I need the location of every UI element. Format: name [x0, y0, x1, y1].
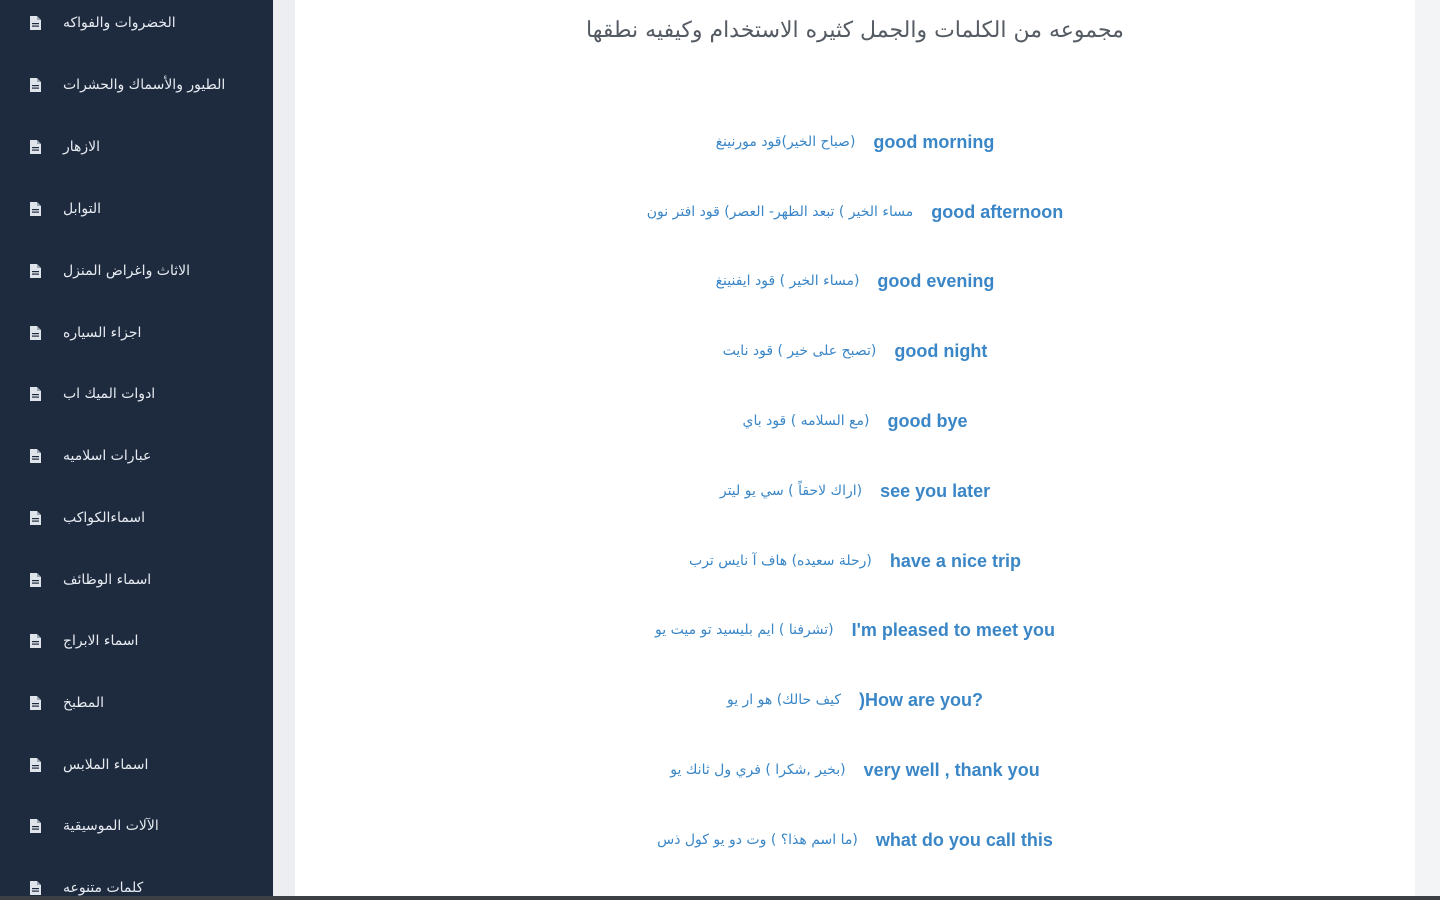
phrase-english: )How are you?: [859, 689, 984, 710]
gutter: [273, 0, 295, 900]
sidebar-item-kitchen[interactable]: [30, 683, 260, 723]
phrase-arabic: (صباح الخير)قود مورنينغ: [715, 134, 856, 150]
page-title: مجموعه من الكلمات والجمل كثيره الاستخدام وكيفيه نطقها: [586, 18, 1124, 43]
sidebar-item-label: التوابل: [63, 201, 102, 217]
document-icon: [30, 696, 41, 710]
document-icon: [30, 881, 41, 895]
sidebar-item-label: الطيور والأسماك والحشرات: [63, 77, 226, 93]
phrase-row[interactable]: [295, 615, 1415, 645]
document-icon: [30, 758, 41, 772]
sidebar-item-birds-fish-insects[interactable]: [30, 65, 260, 105]
phrase-english: good morning: [873, 131, 995, 152]
sidebar-item-label: الاثاث واغراض المنزل: [63, 263, 190, 279]
phrase-arabic: (مساء الخير ) قود ايفنينغ: [715, 273, 860, 289]
phrase-arabic: كيف حالك) هو ار يو: [726, 692, 841, 708]
sidebar: [0, 0, 273, 900]
sidebar-item-label: ادوات الميك اب: [63, 386, 156, 402]
sidebar-item-zodiac[interactable]: [30, 621, 260, 661]
main-content: [295, 0, 1415, 900]
sidebar-item-islamic-phrases[interactable]: [30, 436, 260, 476]
phrase-english: good evening: [877, 270, 995, 291]
document-icon: [30, 511, 41, 525]
sidebar-item-label: كلمات متنوعه: [63, 880, 144, 896]
document-icon: [30, 78, 41, 92]
sidebar-item-spices[interactable]: [30, 189, 260, 229]
document-icon: [30, 819, 41, 833]
sidebar-item-label: اسماء الوظائف: [63, 572, 152, 588]
phrase-arabic: (تشرفنا ) ايم بليسيد تو ميت يو: [655, 622, 834, 638]
sidebar-item-label: عبارات اسلاميه: [63, 448, 152, 464]
phrase-row[interactable]: [295, 546, 1415, 576]
sidebar-item-vegetables-fruits[interactable]: [30, 3, 260, 43]
sidebar-item-label: اجزاء السياره: [63, 325, 142, 341]
document-icon: [30, 16, 41, 30]
phrase-row[interactable]: [295, 406, 1415, 436]
phrase-english: see you later: [880, 480, 991, 501]
document-icon: [30, 387, 41, 401]
phrase-row[interactable]: [295, 476, 1415, 506]
sidebar-item-clothes[interactable]: [30, 745, 260, 785]
sidebar-item-label: المطبخ: [63, 695, 104, 711]
sidebar-item-label: الآلات الموسيقية: [63, 818, 159, 834]
phrase-arabic: (مع السلامه ) قود باي: [742, 413, 870, 429]
phrase-arabic: (رحلة سعيده) هاف آ نايس ترب: [689, 553, 872, 569]
phrase-english: what do you call this: [875, 829, 1053, 850]
sidebar-item-instruments[interactable]: [30, 806, 260, 846]
sidebar-item-planets[interactable]: [30, 498, 260, 538]
phrase-row[interactable]: [295, 336, 1415, 366]
phrase-english: very well , thank you: [863, 759, 1040, 780]
sidebar-item-label: اسماء الابراج: [63, 633, 139, 649]
document-icon: [30, 449, 41, 463]
document-icon: [30, 140, 41, 154]
document-icon: [30, 264, 41, 278]
phrase-row[interactable]: [295, 197, 1415, 227]
phrase-english: I'm pleased to meet you: [851, 619, 1055, 640]
phrase-english: good bye: [887, 410, 968, 431]
sidebar-item-label: اسماءالكواكب: [63, 510, 145, 526]
phrase-arabic: (بخير ,شكرا ) فري ول ثانك يو: [670, 762, 846, 778]
phrase-english: good afternoon: [931, 201, 1064, 222]
document-icon: [30, 202, 41, 216]
sidebar-item-furniture[interactable]: [30, 251, 260, 291]
sidebar-item-label: الخضروات والفواكه: [63, 15, 176, 31]
document-icon: [30, 634, 41, 648]
sidebar-item-jobs[interactable]: [30, 560, 260, 600]
phrase-arabic: مساء الخير ) تبعد الظهر- العصر) قود افتر نون: [646, 204, 914, 220]
sidebar-item-makeup[interactable]: [30, 374, 260, 414]
sidebar-item-car-parts[interactable]: [30, 313, 260, 353]
phrase-english: have a nice trip: [889, 550, 1021, 571]
phrase-arabic: (ما اسم هذا؟ ) وت دو يو كول ذس: [657, 832, 858, 848]
sidebar-item-label: الازهار: [63, 139, 101, 155]
phrase-row[interactable]: [295, 266, 1415, 296]
sidebar-item-flowers[interactable]: [30, 127, 260, 167]
phrase-row[interactable]: [295, 825, 1415, 855]
bottom-edge: [0, 896, 1440, 900]
phrase-row[interactable]: [295, 685, 1415, 715]
phrase-arabic: (اراك لاحقاً ) سي يو ليتر: [719, 483, 863, 499]
right-margin: [1415, 0, 1440, 900]
phrase-english: good night: [894, 340, 988, 361]
phrase-row[interactable]: [295, 127, 1415, 157]
phrase-row[interactable]: [295, 755, 1415, 785]
sidebar-item-label: اسماء الملابس: [63, 757, 149, 773]
phrase-arabic: (تصبح على خير ) قود نايت: [722, 343, 877, 359]
document-icon: [30, 573, 41, 587]
document-icon: [30, 326, 41, 340]
